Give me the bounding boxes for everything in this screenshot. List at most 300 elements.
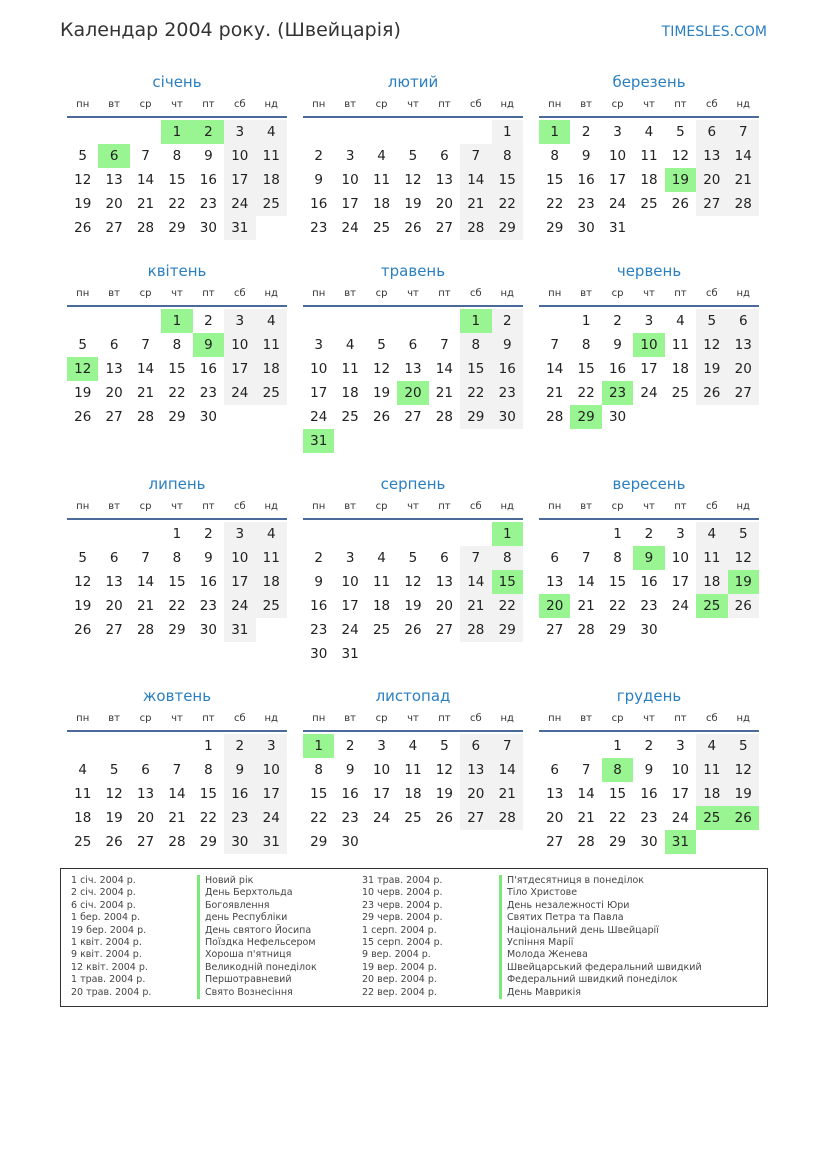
day-cell[interactable]: 11 xyxy=(404,762,422,778)
day-cell[interactable]: 16 xyxy=(199,361,217,377)
day-cell[interactable]: 29 xyxy=(460,405,491,429)
day-cell[interactable]: 8 xyxy=(550,148,559,164)
day-cell[interactable]: 15 xyxy=(168,361,186,377)
day-cell[interactable]: 9 xyxy=(224,758,255,782)
day-cell[interactable]: 21 xyxy=(136,598,155,614)
day-cell[interactable]: 27 xyxy=(105,409,123,425)
day-cell[interactable]: 31 xyxy=(224,216,255,240)
holiday-day[interactable]: 1 xyxy=(303,734,334,758)
day-cell[interactable]: 15 xyxy=(168,574,186,590)
day-cell[interactable]: 24 xyxy=(310,409,328,425)
day-cell[interactable]: 2 xyxy=(314,148,323,164)
day-cell[interactable]: 1 xyxy=(172,526,182,542)
day-cell[interactable]: 23 xyxy=(577,196,595,212)
day-cell[interactable]: 8 xyxy=(581,337,591,353)
day-cell[interactable]: 18 xyxy=(671,361,689,377)
day-cell[interactable]: 26 xyxy=(435,810,453,826)
day-cell[interactable]: 11 xyxy=(256,546,287,570)
day-cell[interactable]: 29 xyxy=(168,220,186,236)
holiday-day[interactable]: 23 xyxy=(602,381,633,405)
day-cell[interactable]: 13 xyxy=(105,361,123,377)
day-cell[interactable]: 3 xyxy=(256,734,287,758)
day-cell[interactable]: 15 xyxy=(310,786,328,802)
day-cell[interactable]: 22 xyxy=(492,192,523,216)
day-cell[interactable]: 7 xyxy=(492,734,523,758)
day-cell[interactable]: 18 xyxy=(404,786,422,802)
day-cell[interactable]: 28 xyxy=(460,618,491,642)
day-cell[interactable]: 16 xyxy=(224,782,255,806)
day-cell[interactable]: 21 xyxy=(577,810,595,826)
day-cell[interactable]: 20 xyxy=(136,810,155,826)
day-cell[interactable]: 25 xyxy=(372,622,391,638)
day-cell[interactable]: 23 xyxy=(199,598,217,614)
day-cell[interactable]: 28 xyxy=(136,220,155,236)
day-cell[interactable]: 6 xyxy=(109,337,119,353)
day-cell[interactable]: 14 xyxy=(136,172,155,188)
holiday-day[interactable]: 29 xyxy=(570,405,601,429)
day-cell[interactable]: 28 xyxy=(546,409,564,425)
day-cell[interactable]: 11 xyxy=(256,333,287,357)
holiday-day[interactable]: 1 xyxy=(161,309,192,333)
day-cell[interactable]: 18 xyxy=(372,598,391,614)
day-cell[interactable]: 27 xyxy=(105,220,123,236)
day-cell[interactable]: 3 xyxy=(676,738,685,754)
day-cell[interactable]: 6 xyxy=(550,762,559,778)
day-cell[interactable]: 24 xyxy=(224,594,255,618)
day-cell[interactable]: 17 xyxy=(608,172,627,188)
day-cell[interactable]: 24 xyxy=(372,810,391,826)
day-cell[interactable]: 9 xyxy=(314,574,323,590)
day-cell[interactable]: 15 xyxy=(168,172,186,188)
day-cell[interactable]: 17 xyxy=(671,786,689,802)
day-cell[interactable]: 26 xyxy=(404,220,422,236)
day-cell[interactable]: 22 xyxy=(168,385,186,401)
day-cell[interactable]: 10 xyxy=(224,144,255,168)
day-cell[interactable]: 8 xyxy=(460,333,491,357)
day-cell[interactable]: 2 xyxy=(314,550,323,566)
day-cell[interactable]: 22 xyxy=(310,810,328,826)
day-cell[interactable]: 27 xyxy=(404,409,422,425)
day-cell[interactable]: 26 xyxy=(105,834,123,850)
day-cell[interactable]: 23 xyxy=(492,381,523,405)
day-cell[interactable]: 23 xyxy=(224,806,255,830)
day-cell[interactable]: 12 xyxy=(404,574,422,590)
day-cell[interactable]: 27 xyxy=(460,806,491,830)
day-cell[interactable]: 27 xyxy=(435,220,453,236)
day-cell[interactable]: 20 xyxy=(435,598,453,614)
day-cell[interactable]: 30 xyxy=(199,409,217,425)
day-cell[interactable]: 17 xyxy=(224,570,255,594)
day-cell[interactable]: 10 xyxy=(341,172,359,188)
day-cell[interactable]: 12 xyxy=(74,574,92,590)
day-cell[interactable]: 4 xyxy=(78,762,87,778)
day-cell[interactable]: 4 xyxy=(676,313,685,329)
day-cell[interactable]: 17 xyxy=(671,574,689,590)
day-cell[interactable]: 7 xyxy=(141,550,150,566)
day-cell[interactable]: 13 xyxy=(460,758,491,782)
day-cell[interactable]: 25 xyxy=(256,594,287,618)
day-cell[interactable]: 10 xyxy=(608,148,627,164)
day-cell[interactable]: 28 xyxy=(577,622,595,638)
day-cell[interactable]: 16 xyxy=(640,574,658,590)
day-cell[interactable]: 25 xyxy=(640,196,658,212)
day-cell[interactable]: 4 xyxy=(377,550,386,566)
day-cell[interactable]: 30 xyxy=(608,409,627,425)
day-cell[interactable]: 25 xyxy=(341,409,359,425)
day-cell[interactable]: 27 xyxy=(728,381,759,405)
holiday-day[interactable]: 31 xyxy=(303,429,334,453)
day-cell[interactable]: 25 xyxy=(372,220,391,236)
day-cell[interactable]: 8 xyxy=(172,148,182,164)
day-cell[interactable]: 22 xyxy=(577,385,595,401)
day-cell[interactable]: 17 xyxy=(372,786,391,802)
day-cell[interactable]: 10 xyxy=(310,361,328,377)
day-cell[interactable]: 2 xyxy=(345,738,355,754)
day-cell[interactable]: 10 xyxy=(224,546,255,570)
day-cell[interactable]: 11 xyxy=(696,546,727,570)
day-cell[interactable]: 30 xyxy=(224,830,255,854)
day-cell[interactable]: 17 xyxy=(224,357,255,381)
day-cell[interactable]: 29 xyxy=(492,618,523,642)
day-cell[interactable]: 24 xyxy=(224,381,255,405)
day-cell[interactable]: 4 xyxy=(256,309,287,333)
day-cell[interactable]: 11 xyxy=(256,144,287,168)
day-cell[interactable]: 22 xyxy=(168,598,186,614)
day-cell[interactable]: 9 xyxy=(492,333,523,357)
day-cell[interactable]: 11 xyxy=(372,574,391,590)
day-cell[interactable]: 26 xyxy=(372,409,391,425)
day-cell[interactable]: 4 xyxy=(377,148,386,164)
day-cell[interactable]: 4 xyxy=(256,120,287,144)
day-cell[interactable]: 30 xyxy=(199,220,217,236)
day-cell[interactable]: 16 xyxy=(199,574,217,590)
day-cell[interactable]: 20 xyxy=(435,196,453,212)
day-cell[interactable]: 5 xyxy=(696,309,727,333)
day-cell[interactable]: 2 xyxy=(204,526,213,542)
day-cell[interactable]: 15 xyxy=(608,786,627,802)
day-cell[interactable]: 28 xyxy=(435,409,453,425)
day-cell[interactable]: 4 xyxy=(256,522,287,546)
day-cell[interactable]: 7 xyxy=(440,337,449,353)
day-cell[interactable]: 11 xyxy=(671,337,689,353)
day-cell[interactable]: 8 xyxy=(492,144,523,168)
day-cell[interactable]: 5 xyxy=(728,522,759,546)
day-cell[interactable]: 1 xyxy=(613,738,622,754)
day-cell[interactable]: 12 xyxy=(728,758,759,782)
day-cell[interactable]: 17 xyxy=(224,168,255,192)
day-cell[interactable]: 16 xyxy=(310,598,328,614)
day-cell[interactable]: 24 xyxy=(608,196,627,212)
holiday-day[interactable]: 1 xyxy=(161,120,192,144)
day-cell[interactable]: 25 xyxy=(404,810,422,826)
day-cell[interactable]: 16 xyxy=(199,172,217,188)
day-cell[interactable]: 29 xyxy=(608,622,627,638)
day-cell[interactable]: 23 xyxy=(640,810,658,826)
holiday-day[interactable]: 9 xyxy=(633,546,664,570)
day-cell[interactable]: 4 xyxy=(696,734,727,758)
day-cell[interactable]: 8 xyxy=(204,762,213,778)
day-cell[interactable]: 1 xyxy=(204,738,213,754)
day-cell[interactable]: 6 xyxy=(440,550,449,566)
day-cell[interactable]: 5 xyxy=(408,148,418,164)
day-cell[interactable]: 4 xyxy=(408,738,418,754)
day-cell[interactable]: 7 xyxy=(550,337,559,353)
day-cell[interactable]: 23 xyxy=(199,196,217,212)
holiday-day[interactable]: 12 xyxy=(67,357,98,381)
day-cell[interactable]: 20 xyxy=(105,385,123,401)
day-cell[interactable]: 21 xyxy=(577,598,595,614)
day-cell[interactable]: 12 xyxy=(728,546,759,570)
day-cell[interactable]: 2 xyxy=(224,734,255,758)
day-cell[interactable]: 17 xyxy=(310,385,328,401)
day-cell[interactable]: 30 xyxy=(492,405,523,429)
day-cell[interactable]: 3 xyxy=(377,738,386,754)
day-cell[interactable]: 5 xyxy=(440,738,449,754)
day-cell[interactable]: 18 xyxy=(256,168,287,192)
day-cell[interactable]: 9 xyxy=(314,172,323,188)
day-cell[interactable]: 15 xyxy=(460,357,491,381)
day-cell[interactable]: 8 xyxy=(172,337,182,353)
day-cell[interactable]: 15 xyxy=(199,786,217,802)
day-cell[interactable]: 6 xyxy=(440,148,449,164)
day-cell[interactable]: 11 xyxy=(696,758,727,782)
day-cell[interactable]: 25 xyxy=(256,381,287,405)
day-cell[interactable]: 24 xyxy=(671,598,689,614)
holiday-day[interactable]: 25 xyxy=(696,594,727,618)
day-cell[interactable]: 29 xyxy=(546,220,564,236)
brand-link[interactable]: TIMESLES.COM xyxy=(661,24,767,40)
day-cell[interactable]: 24 xyxy=(224,192,255,216)
day-cell[interactable]: 29 xyxy=(199,834,217,850)
day-cell[interactable]: 28 xyxy=(728,192,759,216)
day-cell[interactable]: 20 xyxy=(696,168,727,192)
day-cell[interactable]: 6 xyxy=(550,550,559,566)
day-cell[interactable]: 18 xyxy=(74,810,92,826)
day-cell[interactable]: 17 xyxy=(256,782,287,806)
holiday-day[interactable]: 20 xyxy=(539,594,570,618)
day-cell[interactable]: 28 xyxy=(460,216,491,240)
day-cell[interactable]: 6 xyxy=(460,734,491,758)
day-cell[interactable]: 12 xyxy=(671,148,689,164)
day-cell[interactable]: 14 xyxy=(728,144,759,168)
day-cell[interactable]: 2 xyxy=(644,526,654,542)
day-cell[interactable]: 25 xyxy=(671,385,689,401)
day-cell[interactable]: 16 xyxy=(492,357,523,381)
day-cell[interactable]: 11 xyxy=(341,361,359,377)
day-cell[interactable]: 8 xyxy=(314,762,323,778)
day-cell[interactable]: 16 xyxy=(640,786,658,802)
holiday-day[interactable]: 15 xyxy=(492,570,523,594)
day-cell[interactable]: 5 xyxy=(109,762,119,778)
day-cell[interactable]: 7 xyxy=(581,550,591,566)
day-cell[interactable]: 24 xyxy=(671,810,689,826)
day-cell[interactable]: 14 xyxy=(577,786,595,802)
day-cell[interactable]: 2 xyxy=(613,313,622,329)
day-cell[interactable]: 3 xyxy=(345,148,355,164)
day-cell[interactable]: 27 xyxy=(435,622,453,638)
day-cell[interactable]: 14 xyxy=(168,786,186,802)
day-cell[interactable]: 15 xyxy=(577,361,595,377)
day-cell[interactable]: 19 xyxy=(696,357,727,381)
day-cell[interactable]: 14 xyxy=(577,574,595,590)
day-cell[interactable]: 16 xyxy=(341,786,359,802)
day-cell[interactable]: 10 xyxy=(671,550,689,566)
day-cell[interactable]: 21 xyxy=(460,192,491,216)
day-cell[interactable]: 24 xyxy=(341,220,359,236)
day-cell[interactable]: 3 xyxy=(224,309,255,333)
day-cell[interactable]: 1 xyxy=(613,526,622,542)
day-cell[interactable]: 20 xyxy=(728,357,759,381)
day-cell[interactable]: 3 xyxy=(224,522,255,546)
day-cell[interactable]: 8 xyxy=(613,550,622,566)
day-cell[interactable]: 6 xyxy=(408,337,418,353)
day-cell[interactable]: 11 xyxy=(74,786,92,802)
day-cell[interactable]: 3 xyxy=(676,526,685,542)
day-cell[interactable]: 2 xyxy=(492,309,523,333)
day-cell[interactable]: 6 xyxy=(696,120,727,144)
day-cell[interactable]: 25 xyxy=(74,834,92,850)
day-cell[interactable]: 4 xyxy=(696,522,727,546)
day-cell[interactable]: 5 xyxy=(676,124,685,140)
day-cell[interactable]: 5 xyxy=(78,148,87,164)
day-cell[interactable]: 19 xyxy=(74,385,92,401)
day-cell[interactable]: 26 xyxy=(671,196,689,212)
day-cell[interactable]: 18 xyxy=(341,385,359,401)
day-cell[interactable]: 22 xyxy=(460,381,491,405)
day-cell[interactable]: 7 xyxy=(581,762,591,778)
day-cell[interactable]: 3 xyxy=(314,337,323,353)
day-cell[interactable]: 16 xyxy=(310,196,328,212)
day-cell[interactable]: 27 xyxy=(546,834,564,850)
day-cell[interactable]: 29 xyxy=(168,622,186,638)
day-cell[interactable]: 29 xyxy=(608,834,627,850)
day-cell[interactable]: 18 xyxy=(696,782,727,806)
day-cell[interactable]: 22 xyxy=(546,196,564,212)
day-cell[interactable]: 19 xyxy=(74,598,92,614)
day-cell[interactable]: 7 xyxy=(728,120,759,144)
day-cell[interactable]: 23 xyxy=(640,598,658,614)
day-cell[interactable]: 5 xyxy=(728,734,759,758)
holiday-day[interactable]: 31 xyxy=(665,830,696,854)
day-cell[interactable]: 5 xyxy=(78,550,87,566)
day-cell[interactable]: 17 xyxy=(341,598,359,614)
day-cell[interactable]: 2 xyxy=(581,124,591,140)
day-cell[interactable]: 12 xyxy=(74,172,92,188)
day-cell[interactable]: 31 xyxy=(341,646,359,662)
day-cell[interactable]: 13 xyxy=(546,786,564,802)
day-cell[interactable]: 28 xyxy=(168,834,186,850)
day-cell[interactable]: 10 xyxy=(671,762,689,778)
holiday-day[interactable]: 6 xyxy=(98,144,129,168)
day-cell[interactable]: 24 xyxy=(341,622,359,638)
day-cell[interactable]: 17 xyxy=(640,361,658,377)
day-cell[interactable]: 18 xyxy=(640,172,658,188)
day-cell[interactable]: 28 xyxy=(492,806,523,830)
day-cell[interactable]: 21 xyxy=(728,168,759,192)
day-cell[interactable]: 26 xyxy=(74,220,92,236)
day-cell[interactable]: 10 xyxy=(341,574,359,590)
day-cell[interactable]: 14 xyxy=(492,758,523,782)
day-cell[interactable]: 3 xyxy=(345,550,355,566)
day-cell[interactable]: 4 xyxy=(644,124,654,140)
day-cell[interactable]: 19 xyxy=(105,810,123,826)
day-cell[interactable]: 21 xyxy=(492,782,523,806)
day-cell[interactable]: 6 xyxy=(109,550,119,566)
day-cell[interactable]: 12 xyxy=(435,762,453,778)
day-cell[interactable]: 29 xyxy=(310,834,328,850)
day-cell[interactable]: 27 xyxy=(696,192,727,216)
day-cell[interactable]: 6 xyxy=(728,309,759,333)
day-cell[interactable]: 2 xyxy=(644,738,654,754)
day-cell[interactable]: 7 xyxy=(460,546,491,570)
day-cell[interactable]: 14 xyxy=(460,168,491,192)
day-cell[interactable]: 7 xyxy=(141,148,150,164)
day-cell[interactable]: 5 xyxy=(408,550,418,566)
day-cell[interactable]: 5 xyxy=(377,337,386,353)
day-cell[interactable]: 12 xyxy=(372,361,391,377)
day-cell[interactable]: 3 xyxy=(644,313,654,329)
day-cell[interactable]: 20 xyxy=(460,782,491,806)
day-cell[interactable]: 30 xyxy=(640,622,658,638)
holiday-day[interactable]: 1 xyxy=(460,309,491,333)
day-cell[interactable]: 18 xyxy=(696,570,727,594)
day-cell[interactable]: 13 xyxy=(435,172,453,188)
day-cell[interactable]: 13 xyxy=(696,144,727,168)
day-cell[interactable]: 9 xyxy=(345,762,355,778)
day-cell[interactable]: 15 xyxy=(492,168,523,192)
day-cell[interactable]: 30 xyxy=(577,220,595,236)
day-cell[interactable]: 31 xyxy=(224,618,255,642)
day-cell[interactable]: 14 xyxy=(546,361,564,377)
day-cell[interactable]: 23 xyxy=(199,385,217,401)
day-cell[interactable]: 21 xyxy=(460,594,491,618)
holiday-day[interactable]: 25 xyxy=(696,806,727,830)
day-cell[interactable]: 14 xyxy=(435,361,453,377)
day-cell[interactable]: 10 xyxy=(224,333,255,357)
day-cell[interactable]: 11 xyxy=(640,148,658,164)
day-cell[interactable]: 14 xyxy=(136,574,155,590)
day-cell[interactable]: 6 xyxy=(141,762,150,778)
day-cell[interactable]: 8 xyxy=(172,550,182,566)
day-cell[interactable]: 17 xyxy=(341,196,359,212)
day-cell[interactable]: 4 xyxy=(345,337,355,353)
day-cell[interactable]: 19 xyxy=(728,782,759,806)
day-cell[interactable]: 13 xyxy=(728,333,759,357)
day-cell[interactable]: 2 xyxy=(204,313,213,329)
day-cell[interactable]: 19 xyxy=(435,786,453,802)
day-cell[interactable]: 14 xyxy=(136,361,155,377)
day-cell[interactable]: 29 xyxy=(492,216,523,240)
day-cell[interactable]: 29 xyxy=(168,409,186,425)
holiday-day[interactable]: 19 xyxy=(665,168,696,192)
day-cell[interactable]: 5 xyxy=(78,337,87,353)
day-cell[interactable]: 30 xyxy=(199,622,217,638)
holiday-day[interactable]: 2 xyxy=(193,120,224,144)
day-cell[interactable]: 21 xyxy=(136,385,155,401)
day-cell[interactable]: 22 xyxy=(608,810,627,826)
day-cell[interactable]: 22 xyxy=(608,598,627,614)
day-cell[interactable]: 1 xyxy=(492,120,523,144)
day-cell[interactable]: 21 xyxy=(546,385,564,401)
day-cell[interactable]: 28 xyxy=(577,834,595,850)
holiday-day[interactable]: 8 xyxy=(602,758,633,782)
holiday-day[interactable]: 26 xyxy=(728,806,759,830)
day-cell[interactable]: 24 xyxy=(640,385,658,401)
day-cell[interactable]: 31 xyxy=(608,220,627,236)
day-cell[interactable]: 28 xyxy=(136,409,155,425)
day-cell[interactable]: 9 xyxy=(204,550,213,566)
day-cell[interactable]: 8 xyxy=(492,546,523,570)
